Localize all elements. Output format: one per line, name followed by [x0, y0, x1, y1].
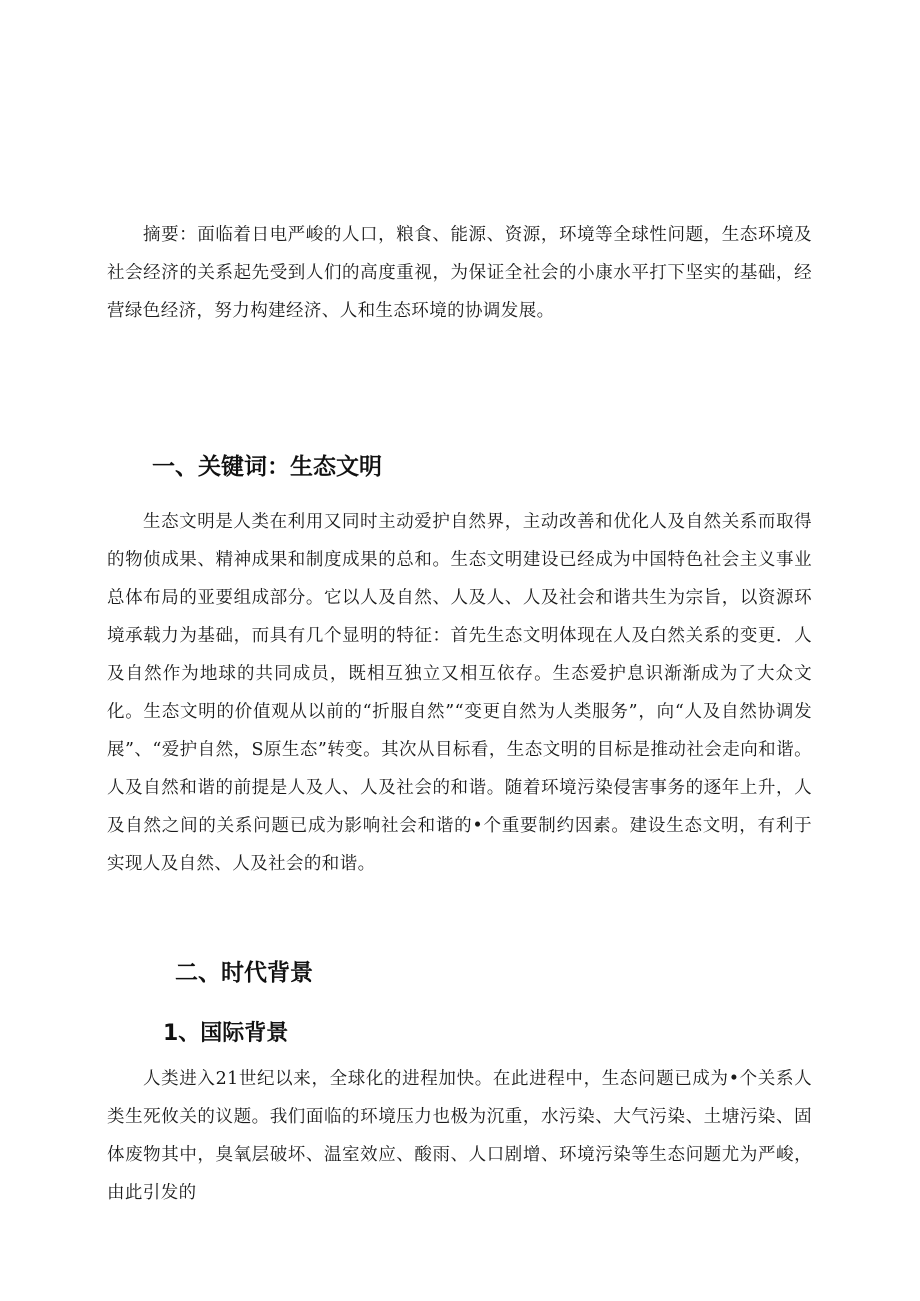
- section-body-paragraph: 生态文明是人类在利用又同时主动爱护自然界，主动改善和优化人及自然关系而取得的物侦成果、精神成果和制度成果的总和。生态文明建设已经成为中国特色社会主义事业总体布局的亚要组成部分。它以人及自然、人及人、人及社会和谐共生为宗旨，以资源环境承载力为基础，而具有几个显明的特征：首先生态文明体现在人及白然关系的变更．人及自然作为地球的共同成员，既相互独立又相互依存。生态爱护息识渐渐成为了大众文化。生态文明的价值观从以前的“折服自然”“变更自然为人类服务”，向“人及自然协调发展”、“爱护自然，S原生态”转变。其次从目标看，生态文明的目标是推动社会走向和谐。人及自然和谐的前提是人及人、人及社会的和谐。随着环境污染侵害事务的逐年上升，人及自然之间的关系问题已成为影响社会和谐的•个重要制约因素。建设生态文明，有利于实现人及自然、人及社会的和谐。: [107, 512, 812, 874]
- abstract-paragraph: 摘要：面临着日电严峻的人口，粮食、能源、资源，环境等全球性问题，生态环境及社会经济的关系起先受到人们的高度重视，为保证全社会的小康水平打下坚实的基础，经营绿色经济，努力构建经济、人和生态环境的协调发展。: [107, 225, 812, 321]
- subsection-body-paragraph: 人类进入21世纪以来，全球化的进程加快。在此进程中，生态问题已成为•个关系人类生死攸关的议题。我们面临的环境压力也极为沉重，水污染、大气污染、土塘污染、固体废物其中，臭氧层破坏、温室效应、酸雨、人口剧增、环境污染等生态问题尤为严峻，由此引发的: [107, 1069, 812, 1203]
- subsection-heading-international: 1、国际背景: [163, 1021, 289, 1046]
- section-heading-keywords: 一、关键词：生态文明: [152, 454, 382, 480]
- section-heading-background: 二、时代背景: [175, 960, 313, 986]
